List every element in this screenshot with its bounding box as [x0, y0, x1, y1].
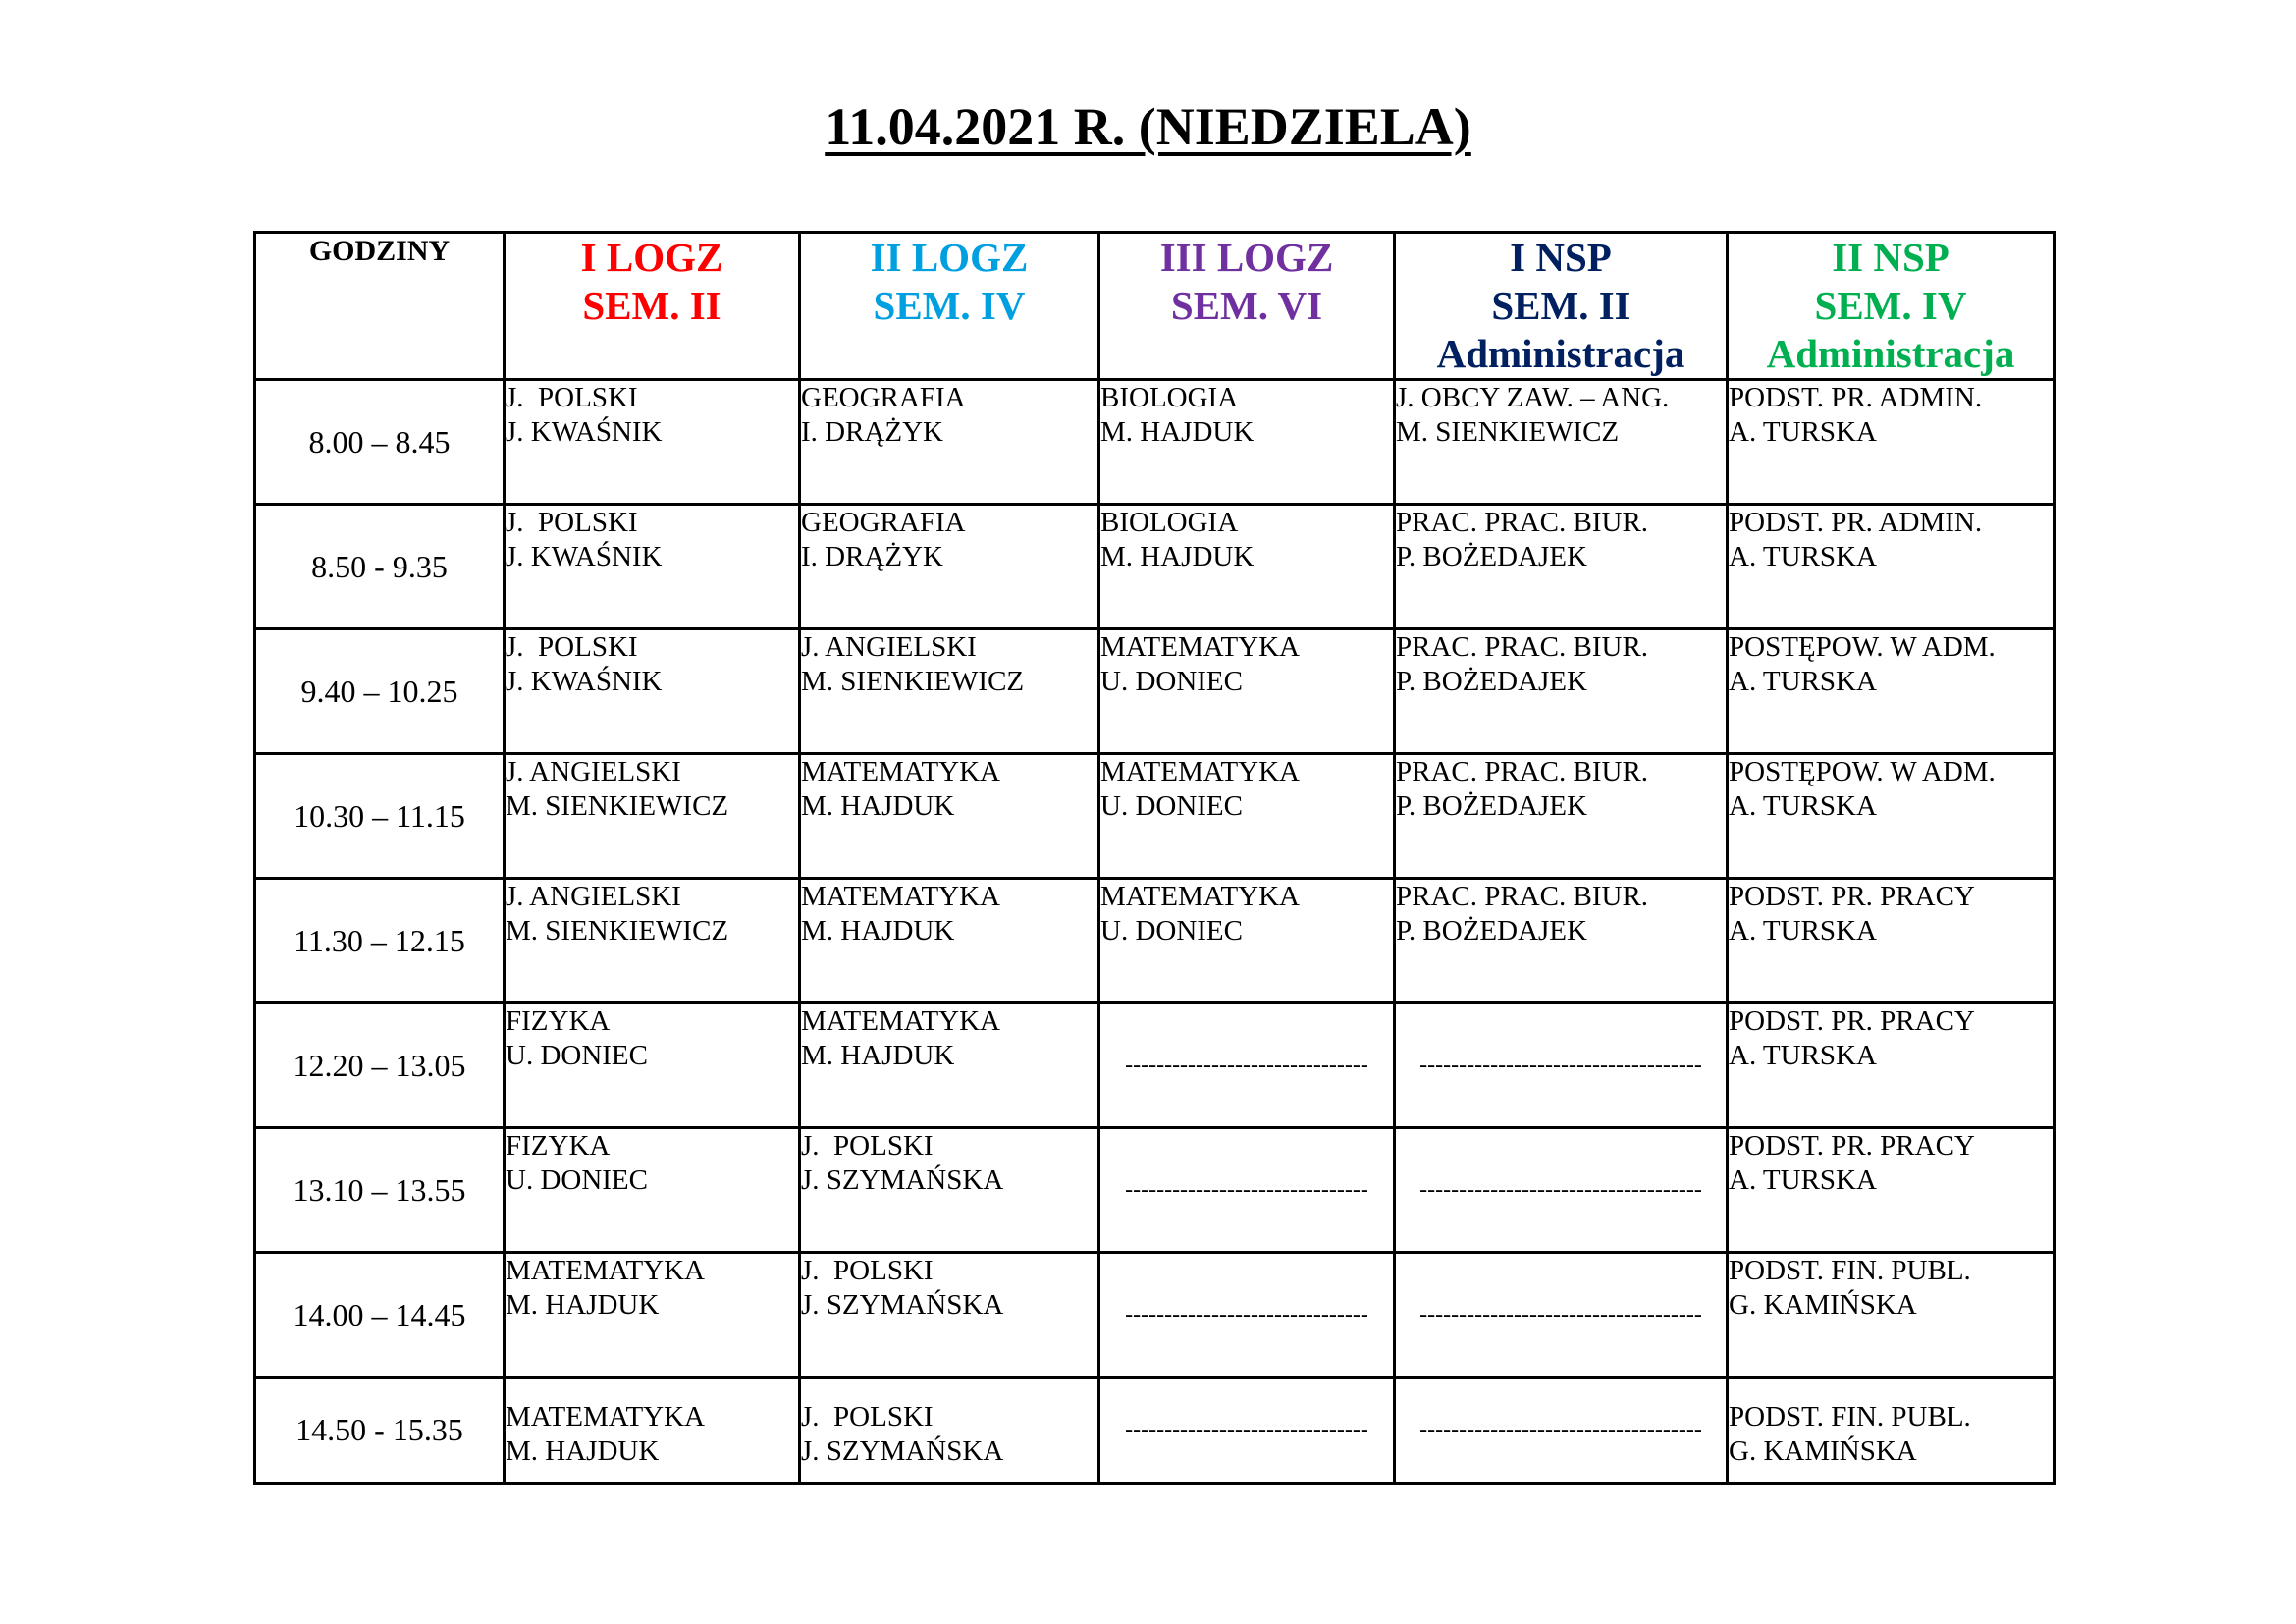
subject-name: BIOLOGIA [1100, 382, 1239, 413]
table-row [255, 1003, 2055, 1128]
header-line: Administracja [1766, 331, 2015, 376]
time-slot: 9.40 – 10.25 [255, 629, 505, 754]
header-line: SEM. II [582, 283, 721, 328]
time-slot: 14.50 - 15.35 [255, 1378, 505, 1484]
class-cell [800, 754, 1099, 879]
subject-name: MATEMATYKA [801, 1005, 1000, 1037]
class-cell [1099, 754, 1395, 879]
header-line: III LOGZ [1159, 235, 1334, 280]
class-cell [1728, 1378, 2055, 1484]
empty-slot: ------------------------------- [1099, 1378, 1395, 1484]
subject-name: FIZYKA [506, 1005, 611, 1037]
class-cell [1395, 754, 1728, 879]
subject-name: MATEMATYKA [1100, 756, 1300, 787]
empty-slot: ------------------------------------ [1395, 1253, 1728, 1378]
header-i-logz [505, 233, 800, 380]
subject-name: PODST. PR. ADMIN. [1729, 382, 1983, 413]
header-ii-nsp [1728, 233, 2055, 380]
subject-name: J. POLSKI [506, 382, 638, 413]
teacher-name: J. KWAŚNIK [506, 666, 663, 697]
time-slot: 8.50 - 9.35 [255, 505, 505, 629]
time-slot: 14.00 – 14.45 [255, 1253, 505, 1378]
time-slot: 13.10 – 13.55 [255, 1128, 505, 1253]
class-cell [1728, 1128, 2055, 1253]
subject-name: J. POLSKI [506, 507, 638, 538]
class-cell [800, 879, 1099, 1003]
class-cell [505, 1003, 800, 1128]
class-cell [800, 380, 1099, 505]
class-cell [800, 1128, 1099, 1253]
time-slot: 8.00 – 8.45 [255, 380, 505, 505]
class-cell [1099, 505, 1395, 629]
subject-name: PRAC. PRAC. BIUR. [1396, 881, 1649, 912]
teacher-name: U. DONIEC [506, 1164, 648, 1196]
time-slot: 10.30 – 11.15 [255, 754, 505, 879]
table-row [255, 879, 2055, 1003]
subject-name: MATEMATYKA [1100, 631, 1300, 663]
class-cell [1728, 1253, 2055, 1378]
teacher-name: A. TURSKA [1729, 915, 1877, 947]
subject-name: POSTĘPOW. W ADM. [1729, 631, 1996, 663]
empty-slot: ------------------------------- [1099, 1003, 1395, 1128]
teacher-name: M. SIENKIEWICZ [1396, 416, 1620, 448]
header-line: SEM. IV [1814, 283, 1967, 328]
header-hours: GODZINY [255, 233, 505, 380]
teacher-name: A. TURSKA [1729, 1164, 1877, 1196]
teacher-name: J. KWAŚNIK [506, 541, 663, 572]
subject-name: PODST. PR. ADMIN. [1729, 507, 1983, 538]
header-row [255, 233, 2055, 380]
empty-slot: ------------------------------------ [1395, 1128, 1728, 1253]
teacher-name: J. KWAŚNIK [506, 416, 663, 448]
subject-name: BIOLOGIA [1100, 507, 1239, 538]
header-line: II NSP [1832, 235, 1949, 280]
teacher-name: G. KAMIŃSKA [1729, 1435, 1917, 1467]
page-title: 11.04.2021 R. (NIEDZIELA) [825, 97, 1471, 156]
teacher-name: A. TURSKA [1729, 541, 1877, 572]
empty-slot: ------------------------------- [1099, 1253, 1395, 1378]
subject-name: PRAC. PRAC. BIUR. [1396, 756, 1649, 787]
table-row [255, 380, 2055, 505]
header-ii-logz [800, 233, 1099, 380]
class-cell [505, 380, 800, 505]
class-cell [505, 879, 800, 1003]
teacher-name: A. TURSKA [1729, 666, 1877, 697]
header-line: SEM. IV [873, 283, 1026, 328]
teacher-name: U. DONIEC [506, 1040, 648, 1071]
header-line: I LOGZ [580, 235, 723, 280]
class-cell [1099, 629, 1395, 754]
teacher-name: P. BOŻEDAJEK [1396, 790, 1587, 822]
class-cell [1728, 505, 2055, 629]
subject-name: MATEMATYKA [801, 756, 1000, 787]
time-slot: 12.20 – 13.05 [255, 1003, 505, 1128]
subject-name: POSTĘPOW. W ADM. [1729, 756, 1996, 787]
subject-name: PODST. FIN. PUBL. [1729, 1255, 1971, 1286]
class-cell [1099, 380, 1395, 505]
table-row [255, 505, 2055, 629]
teacher-name: U. DONIEC [1100, 915, 1243, 947]
class-cell [505, 1128, 800, 1253]
class-cell [1395, 505, 1728, 629]
class-cell [800, 1378, 1099, 1484]
table-row [255, 754, 2055, 879]
teacher-name: M. HAJDUK [506, 1435, 660, 1467]
subject-name: MATEMATYKA [1100, 881, 1300, 912]
teacher-name: M. SIENKIEWICZ [801, 666, 1025, 697]
subject-name: J. OBCY ZAW. – ANG. [1396, 382, 1670, 413]
teacher-name: U. DONIEC [1100, 666, 1243, 697]
empty-slot: ------------------------------------ [1395, 1003, 1728, 1128]
header-line: SEM. II [1491, 283, 1630, 328]
class-cell [800, 629, 1099, 754]
subject-name: J. ANGIELSKI [801, 631, 977, 663]
teacher-name: P. BOŻEDAJEK [1396, 541, 1587, 572]
class-cell [1395, 629, 1728, 754]
teacher-name: J. SZYMAŃSKA [801, 1289, 1004, 1321]
table-row [255, 1128, 2055, 1253]
subject-name: PODST. FIN. PUBL. [1729, 1401, 1971, 1433]
class-cell [505, 1253, 800, 1378]
class-cell [1728, 879, 2055, 1003]
subject-name: PRAC. PRAC. BIUR. [1396, 631, 1649, 663]
subject-name: J. POLSKI [801, 1401, 934, 1433]
header-line: II LOGZ [870, 235, 1029, 280]
header-iii-logz [1099, 233, 1395, 380]
table-row [255, 1378, 2055, 1484]
teacher-name: P. BOŻEDAJEK [1396, 666, 1587, 697]
teacher-name: A. TURSKA [1729, 416, 1877, 448]
teacher-name: J. SZYMAŃSKA [801, 1164, 1004, 1196]
teacher-name: J. SZYMAŃSKA [801, 1435, 1004, 1467]
teacher-name: M. HAJDUK [506, 1289, 660, 1321]
empty-slot: ------------------------------------ [1395, 1378, 1728, 1484]
class-cell [505, 505, 800, 629]
teacher-name: M. SIENKIEWICZ [506, 790, 729, 822]
teacher-name: A. TURSKA [1729, 790, 1877, 822]
teacher-name: I. DRĄŻYK [801, 416, 943, 448]
subject-name: PODST. PR. PRACY [1729, 1130, 1975, 1162]
class-cell [1728, 629, 2055, 754]
schedule-table [253, 231, 2056, 1485]
teacher-name: M. SIENKIEWICZ [506, 915, 729, 947]
subject-name: J. POLSKI [506, 631, 638, 663]
teacher-name: M. HAJDUK [1100, 541, 1255, 572]
subject-name: MATEMATYKA [506, 1255, 705, 1286]
teacher-name: M. HAJDUK [801, 1040, 955, 1071]
class-cell [1099, 879, 1395, 1003]
subject-name: GEOGRAFIA [801, 507, 966, 538]
teacher-name: U. DONIEC [1100, 790, 1243, 822]
subject-name: J. ANGIELSKI [506, 881, 681, 912]
class-cell [505, 754, 800, 879]
class-cell [505, 629, 800, 754]
subject-name: PODST. PR. PRACY [1729, 1005, 1975, 1037]
teacher-name: M. HAJDUK [801, 915, 955, 947]
class-cell [1395, 380, 1728, 505]
subject-name: MATEMATYKA [801, 881, 1000, 912]
teacher-name: G. KAMIŃSKA [1729, 1289, 1917, 1321]
class-cell [505, 1378, 800, 1484]
table-row [255, 629, 2055, 754]
teacher-name: M. HAJDUK [801, 790, 955, 822]
class-cell [800, 505, 1099, 629]
table-row [255, 1253, 2055, 1378]
class-cell [800, 1003, 1099, 1128]
teacher-name: I. DRĄŻYK [801, 541, 943, 572]
class-cell [800, 1253, 1099, 1378]
teacher-name: A. TURSKA [1729, 1040, 1877, 1071]
header-i-nsp [1395, 233, 1728, 380]
subject-name: FIZYKA [506, 1130, 611, 1162]
class-cell [1728, 380, 2055, 505]
header-line: SEM. VI [1170, 283, 1323, 328]
empty-slot: ------------------------------- [1099, 1128, 1395, 1253]
subject-name: J. ANGIELSKI [506, 756, 681, 787]
class-cell [1728, 754, 2055, 879]
subject-name: GEOGRAFIA [801, 382, 966, 413]
teacher-name: P. BOŻEDAJEK [1396, 915, 1587, 947]
subject-name: J. POLSKI [801, 1130, 934, 1162]
subject-name: PRAC. PRAC. BIUR. [1396, 507, 1649, 538]
header-line: I NSP [1510, 235, 1612, 280]
subject-name: MATEMATYKA [506, 1401, 705, 1433]
teacher-name: M. HAJDUK [1100, 416, 1255, 448]
class-cell [1728, 1003, 2055, 1128]
time-slot: 11.30 – 12.15 [255, 879, 505, 1003]
class-cell [1395, 879, 1728, 1003]
subject-name: PODST. PR. PRACY [1729, 881, 1975, 912]
subject-name: J. POLSKI [801, 1255, 934, 1286]
header-line: Administracja [1436, 331, 1685, 376]
